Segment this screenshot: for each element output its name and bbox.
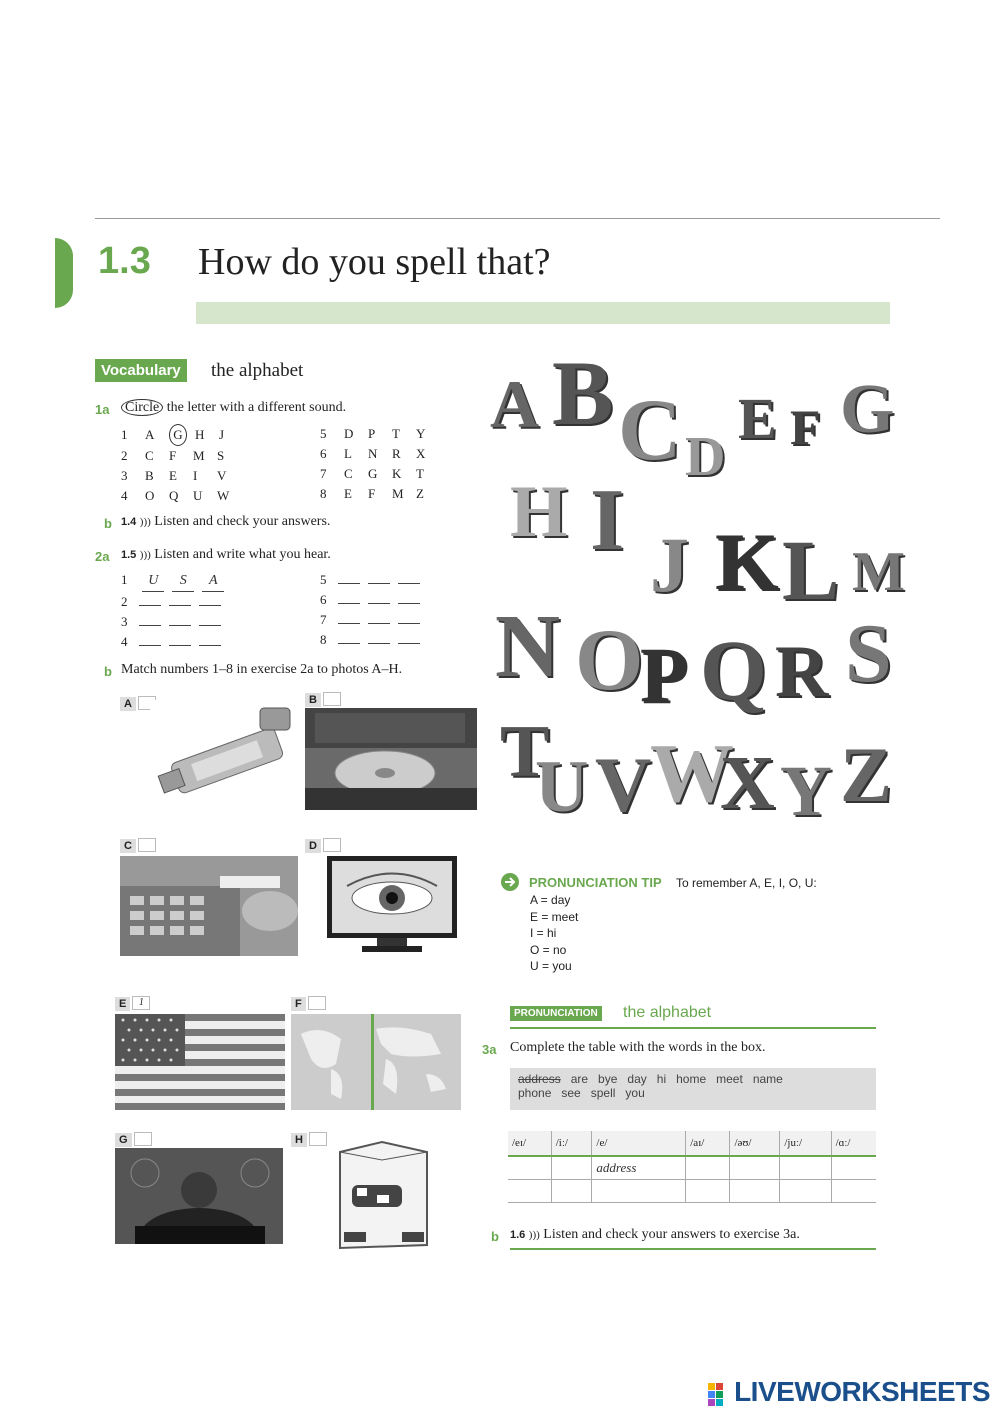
collage-letter: D xyxy=(685,426,726,488)
exercise-2a-instruction: Listen and write what you hear. xyxy=(154,547,331,562)
photo-world-map xyxy=(291,1014,461,1110)
table-cell[interactable] xyxy=(730,1156,780,1180)
answer-input[interactable] xyxy=(338,571,360,584)
collage-letter: J xyxy=(650,521,689,608)
table-cell[interactable] xyxy=(831,1156,876,1180)
photo-monitor-eye xyxy=(327,856,457,956)
answer-input[interactable] xyxy=(169,633,191,646)
word: day xyxy=(627,1072,647,1086)
word: spell xyxy=(590,1086,616,1100)
collage-letter: U xyxy=(535,746,589,828)
exercise-3a-label: 3a xyxy=(482,1042,497,1057)
collage-letter: V xyxy=(595,741,652,828)
word: phone xyxy=(518,1086,552,1100)
track-number: 1.6 xyxy=(510,1229,526,1241)
table-cell[interactable] xyxy=(780,1156,831,1180)
audio-icon[interactable]: ))) xyxy=(139,516,151,528)
exercise-2b-label: b xyxy=(104,664,112,679)
unit-number: 1.3 xyxy=(98,240,151,282)
letter-row-2: 2 C F M S xyxy=(121,448,225,463)
word: bye xyxy=(598,1072,618,1086)
answer-input[interactable] xyxy=(398,571,420,584)
word: home xyxy=(676,1072,707,1086)
sound-table-header xyxy=(508,1131,876,1156)
exercise-2a-text xyxy=(121,547,331,563)
photo-atm-keypad xyxy=(120,856,298,956)
collage-letter: X xyxy=(720,741,775,825)
exercise-1b-instruction: Listen and check your answers. xyxy=(154,514,331,529)
collage-letter: C xyxy=(618,382,682,479)
table-cell[interactable] xyxy=(686,1156,730,1180)
letter-row-4: 4 O Q U W xyxy=(121,488,230,503)
photo-c-label: C xyxy=(120,836,156,854)
photo-d-answer[interactable] xyxy=(323,838,341,852)
table-cell[interactable] xyxy=(508,1180,551,1203)
word-box xyxy=(510,1068,876,1110)
answer-input[interactable] xyxy=(398,631,420,644)
photo-e-label: E 1 xyxy=(115,994,150,1012)
letter-row-8: 8 E F M Z xyxy=(320,486,424,501)
pronunciation-rule xyxy=(510,1027,876,1029)
answer-input[interactable] xyxy=(199,593,221,606)
answer-input[interactable] xyxy=(169,593,191,606)
word: are xyxy=(570,1072,589,1086)
table-cell[interactable] xyxy=(551,1180,592,1203)
track-number: 1.4 xyxy=(121,516,137,528)
photo-a-label: A xyxy=(120,694,156,712)
answer-input[interactable] xyxy=(368,591,390,604)
table-cell[interactable] xyxy=(831,1180,876,1203)
title-band xyxy=(196,302,890,324)
word: see xyxy=(561,1086,581,1100)
answer-input[interactable] xyxy=(169,613,191,626)
collage-letter: K xyxy=(715,516,779,607)
word: hi xyxy=(656,1072,667,1086)
vocabulary-subtitle: the alphabet xyxy=(211,360,304,381)
tip-line: A = day xyxy=(530,893,571,907)
pronunciation-tip-intro: To remember A, E, I, O, U: xyxy=(676,876,817,890)
collage-letter: Q xyxy=(700,622,767,718)
exercise-1a-label: 1a xyxy=(95,402,110,417)
word: name xyxy=(752,1072,783,1086)
letter-rows-right xyxy=(320,424,440,504)
collage-letter: F xyxy=(790,399,821,455)
sound-header: /əʊ/ xyxy=(730,1131,780,1156)
answer-input[interactable]: S xyxy=(172,571,194,592)
collage-letter: L xyxy=(782,522,840,618)
photo-h-answer[interactable] xyxy=(309,1132,327,1146)
letter-row-1: 1 A G H J xyxy=(121,424,243,446)
letter-row-6: 6 L N R X xyxy=(320,446,426,461)
spelling-row-1: 1 U S A xyxy=(121,570,229,592)
answer-input[interactable]: U xyxy=(142,571,164,592)
word: address xyxy=(518,1072,561,1086)
answer-input[interactable] xyxy=(139,633,161,646)
pronunciation-badge: PRONUNCIATION xyxy=(510,1006,602,1021)
table-cell[interactable] xyxy=(508,1156,551,1180)
circle-word: Circle xyxy=(121,399,163,416)
collage-letter: O xyxy=(575,612,644,709)
letter-rows-left xyxy=(121,424,243,506)
table-cell[interactable] xyxy=(686,1180,730,1203)
exercise-1b-text xyxy=(121,514,330,530)
sound-header: /aɪ/ xyxy=(686,1131,730,1156)
sound-table xyxy=(508,1131,876,1203)
photo-f-answer[interactable] xyxy=(308,996,326,1010)
letter-row-7: 7 C G K T xyxy=(320,466,424,481)
photo-h-label: H xyxy=(291,1130,327,1148)
photo-d-label: D xyxy=(305,836,341,854)
photo-g-label: G xyxy=(115,1130,152,1148)
spelling-row-6: 6 xyxy=(320,590,428,610)
collage-letter: N xyxy=(495,597,560,696)
spelling-row-5: 5 xyxy=(320,570,428,590)
collage-letter: Y xyxy=(780,751,832,831)
sound-header: /juː/ xyxy=(780,1131,831,1156)
table-cell[interactable] xyxy=(592,1180,686,1203)
collage-letter: H xyxy=(510,471,568,553)
photo-milk-carton xyxy=(332,1140,434,1252)
spelling-row-2: 2 xyxy=(121,592,229,612)
answer-input[interactable] xyxy=(199,633,221,646)
photo-laptop-cd xyxy=(305,708,477,810)
table-row xyxy=(508,1180,876,1203)
pronunciation-subtitle: the alphabet xyxy=(623,1004,712,1021)
table-cell[interactable] xyxy=(551,1156,592,1180)
answer-input[interactable] xyxy=(368,611,390,624)
answer-input[interactable] xyxy=(139,593,161,606)
word-box-line-1 xyxy=(518,1072,868,1086)
collage-letter: Z xyxy=(840,731,893,818)
circled-letter[interactable]: G xyxy=(169,424,187,446)
photo-usa-flag xyxy=(115,1014,285,1110)
collage-letter: B xyxy=(552,342,614,444)
spelling-answers-right xyxy=(320,570,428,650)
pronunciation-tip-heading: PRONUNCIATION TIP xyxy=(529,875,662,890)
photo-f-label: F xyxy=(291,994,326,1012)
photo-b-label: B xyxy=(305,690,341,708)
unit-tab-marker xyxy=(55,238,73,308)
tip-line: O = no xyxy=(530,942,567,957)
photo-b-answer[interactable] xyxy=(323,692,341,706)
word: meet xyxy=(716,1072,743,1086)
top-rule xyxy=(95,218,940,219)
tip-line: U = you xyxy=(530,959,572,973)
photo-usb-drive xyxy=(150,700,300,800)
collage-letter: R xyxy=(775,631,829,713)
table-row xyxy=(508,1156,876,1180)
sound-header: /e/ xyxy=(592,1131,686,1156)
spelling-row-4: 4 xyxy=(121,632,229,652)
alphabet-collage xyxy=(490,340,910,845)
exercise-3b-text xyxy=(510,1227,800,1243)
collage-letter: G xyxy=(840,371,895,448)
collage-letter: S xyxy=(845,607,892,700)
answer-input[interactable] xyxy=(139,613,161,626)
collage-letter: M xyxy=(852,541,905,603)
photo-g-answer[interactable] xyxy=(134,1132,152,1146)
letter-row-5: 5 D P T Y xyxy=(320,426,426,441)
table-cell[interactable] xyxy=(730,1180,780,1203)
liveworksheets-logo-icon xyxy=(708,1382,732,1406)
tip-line: I = hi xyxy=(530,926,557,940)
answer-input[interactable] xyxy=(398,591,420,604)
spelling-answers-left xyxy=(121,570,229,652)
collage-letter: T xyxy=(500,711,550,793)
answer-input[interactable] xyxy=(338,611,360,624)
exercise-1b-label: b xyxy=(104,516,112,531)
answer-input[interactable] xyxy=(199,613,221,626)
word: you xyxy=(625,1086,645,1100)
spelling-row-7: 7 xyxy=(320,610,428,630)
photo-e-answer[interactable]: 1 xyxy=(132,996,150,1010)
spelling-row-3: 3 xyxy=(121,612,229,632)
collage-letter: A xyxy=(490,366,540,442)
exercise-3a-text: Complete the table with the words in the box. xyxy=(510,1040,766,1055)
photo-c-answer[interactable] xyxy=(138,838,156,852)
letter-row-3: 3 B E I V xyxy=(121,468,227,483)
exercise-1a-instruction xyxy=(121,400,346,416)
instruction-text: the letter with a different sound. xyxy=(166,400,347,415)
word-box-line-2 xyxy=(518,1086,868,1100)
liveworksheets-logo[interactable] xyxy=(708,1376,990,1408)
pronunciation-tip-list xyxy=(530,892,578,975)
vocabulary-badge: Vocabulary xyxy=(95,359,187,382)
photo-un-speaker xyxy=(115,1148,283,1244)
tip-line: E = meet xyxy=(530,909,579,924)
sound-header: /eɪ/ xyxy=(508,1131,551,1156)
track-number: 1.5 xyxy=(121,549,137,561)
answer-input[interactable] xyxy=(338,631,360,644)
answer-input[interactable] xyxy=(368,631,390,644)
table-cell[interactable] xyxy=(780,1180,831,1203)
audio-icon[interactable]: ))) xyxy=(528,1229,540,1241)
exercise-3b-label: b xyxy=(491,1229,499,1244)
exercise-2a-label: 2a xyxy=(95,549,110,564)
spelling-row-8: 8 xyxy=(320,630,428,650)
collage-letter: E xyxy=(738,386,777,451)
answer-input[interactable] xyxy=(398,611,420,624)
sound-header: /ɑː/ xyxy=(831,1131,876,1156)
liveworksheets-text: LIVEWORKSHEETS xyxy=(734,1376,990,1407)
exercise-3b-instruction: Listen and check your answers to exercise 3a. xyxy=(543,1227,800,1242)
collage-letter: I xyxy=(590,472,625,569)
answer-input[interactable] xyxy=(368,571,390,584)
collage-letter: P xyxy=(640,631,688,718)
table-cell-example[interactable]: address xyxy=(592,1156,686,1180)
exercise-2b-text: Match numbers 1–8 in exercise 2a to photos A–H. xyxy=(121,662,403,677)
audio-icon[interactable]: ))) xyxy=(139,549,151,561)
sound-header: /iː/ xyxy=(551,1131,592,1156)
answer-input[interactable] xyxy=(338,591,360,604)
answer-input[interactable]: A xyxy=(202,571,224,592)
page-title: How do you spell that? xyxy=(198,241,551,283)
collage-letter: W xyxy=(650,727,734,820)
arrow-icon xyxy=(500,872,520,897)
bottom-rule xyxy=(510,1248,876,1250)
